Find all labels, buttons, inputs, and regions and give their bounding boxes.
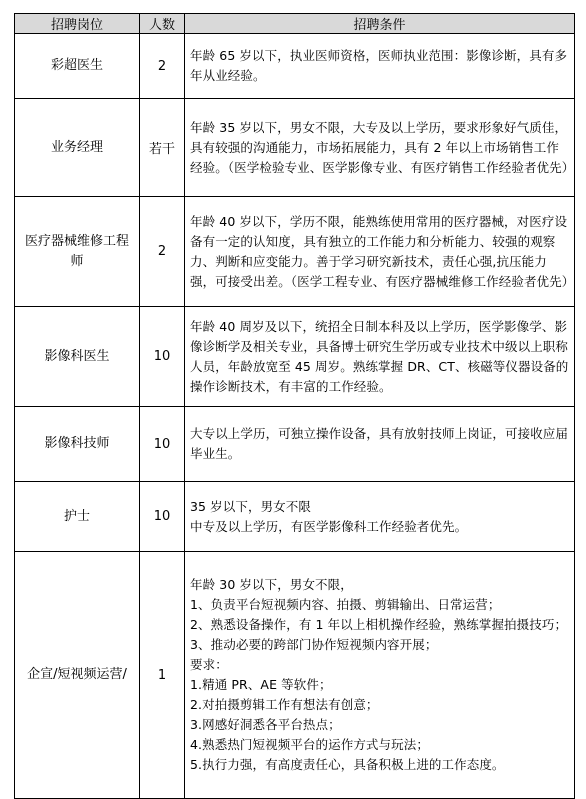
- requirements-cell: [185, 307, 575, 407]
- requirements-cell: [185, 34, 575, 99]
- requirements-cell: [185, 197, 575, 307]
- requirement-line: 年龄 65 岁以下，执业医师资格，医师执业范围：影像诊断，具有多年从业经验。: [190, 48, 568, 83]
- count-cell: 10: [140, 482, 185, 552]
- table-header-row: [15, 14, 575, 34]
- position-cell: 业务经理: [15, 99, 140, 197]
- position-cell: 影像科医生: [15, 307, 140, 407]
- requirements-cell: [185, 99, 575, 197]
- count-cell: 2: [140, 197, 185, 307]
- table-row: [15, 34, 575, 99]
- recruitment-table: [14, 13, 575, 799]
- position-cell: 医疗器械维修工程师: [15, 197, 140, 307]
- count-cell: 10: [140, 407, 185, 482]
- table-row: [15, 407, 575, 482]
- table-row: [15, 307, 575, 407]
- position-cell: 企宣/短视频运营/: [15, 552, 140, 799]
- requirements-cell: [185, 407, 575, 482]
- position-cell: 影像科技师: [15, 407, 140, 482]
- requirement-line: 3、推动必要的跨部门协作短视频内容开展；: [190, 637, 438, 652]
- table-row: [15, 197, 575, 307]
- requirement-line: 5.执行力强，有高度责任心，具备积极上进的工作态度。: [190, 757, 505, 772]
- count-cell: 10: [140, 307, 185, 407]
- requirement-line: 4.熟悉热门短视频平台的运作方式与玩法；: [190, 737, 429, 752]
- requirements-cell: [185, 552, 575, 799]
- table-row: [15, 552, 575, 799]
- requirement-line: 3.网感好洞悉各平台热点；: [190, 717, 341, 732]
- header-requirements: 招聘条件: [185, 14, 575, 34]
- requirement-line: 要求：: [190, 657, 228, 672]
- header-position: 招聘岗位: [15, 14, 140, 34]
- requirement-line: 35 岁以下，男女不限: [190, 498, 311, 514]
- position-cell: 护士: [15, 482, 140, 552]
- count-cell: 2: [140, 34, 185, 99]
- count-cell: 若干: [140, 99, 185, 197]
- table-row: [15, 482, 575, 552]
- position-cell: 彩超医生: [15, 34, 140, 99]
- header-count: 人数: [140, 14, 185, 34]
- requirement-line: 年龄 40 岁以下，学历不限，能熟练使用常用的医疗器械，对医疗设备有一定的认知度，具有独立的工作能力和分析能力、较强的观察力、判断和应变能力。善于学习研究新技术，责任心强,抗压能力强，可接受出差。（医学工程专业、有医疗器械维修工作经验者优先）: [190, 213, 575, 289]
- requirements-cell: [185, 482, 575, 552]
- requirement-line: 2.对拍摄剪辑工作有想法有创意；: [190, 697, 379, 712]
- count-cell: 1: [140, 552, 185, 799]
- requirement-line: 中专及以上学历，有医学影像科工作经验者优先。: [190, 518, 468, 534]
- requirement-line: 年龄 30 岁以下，男女不限，: [190, 577, 353, 592]
- requirement-line: 年龄 40 周岁及以下，统招全日制本科及以上学历，医学影像学、影像诊断学及相关专业，具备博士研究生学历或专业技术中级以上职称人员，年龄放宽至 45 周岁。熟练掌握 DR、CT、核磁等仪器设备的操作诊断技术，有丰富的工作经验。: [190, 318, 569, 394]
- requirement-line: 2、熟悉设备操作，有 1 年以上相机操作经验，熟练掌握拍摄技巧；: [190, 617, 568, 632]
- table-row: [15, 99, 575, 197]
- requirement-line: 1.精通 PR、AE 等软件；: [190, 677, 332, 692]
- requirement-line: 大专以上学历，可独立操作设备，具有放射技师上岗证，可接收应届毕业生。: [190, 426, 569, 461]
- requirement-line: 年龄 35 岁以下，男女不限，大专及以上学历，要求形象好气质佳，具有较强的沟通能力，市场拓展能力，具有 2 年以上市场销售工作经验。（医学检验专业、医学影像专业、有医疗销售工作经验者优先）: [190, 119, 575, 175]
- requirement-line: 1、负责平台短视频内容、拍摄、剪辑输出、日常运营；: [190, 597, 501, 612]
